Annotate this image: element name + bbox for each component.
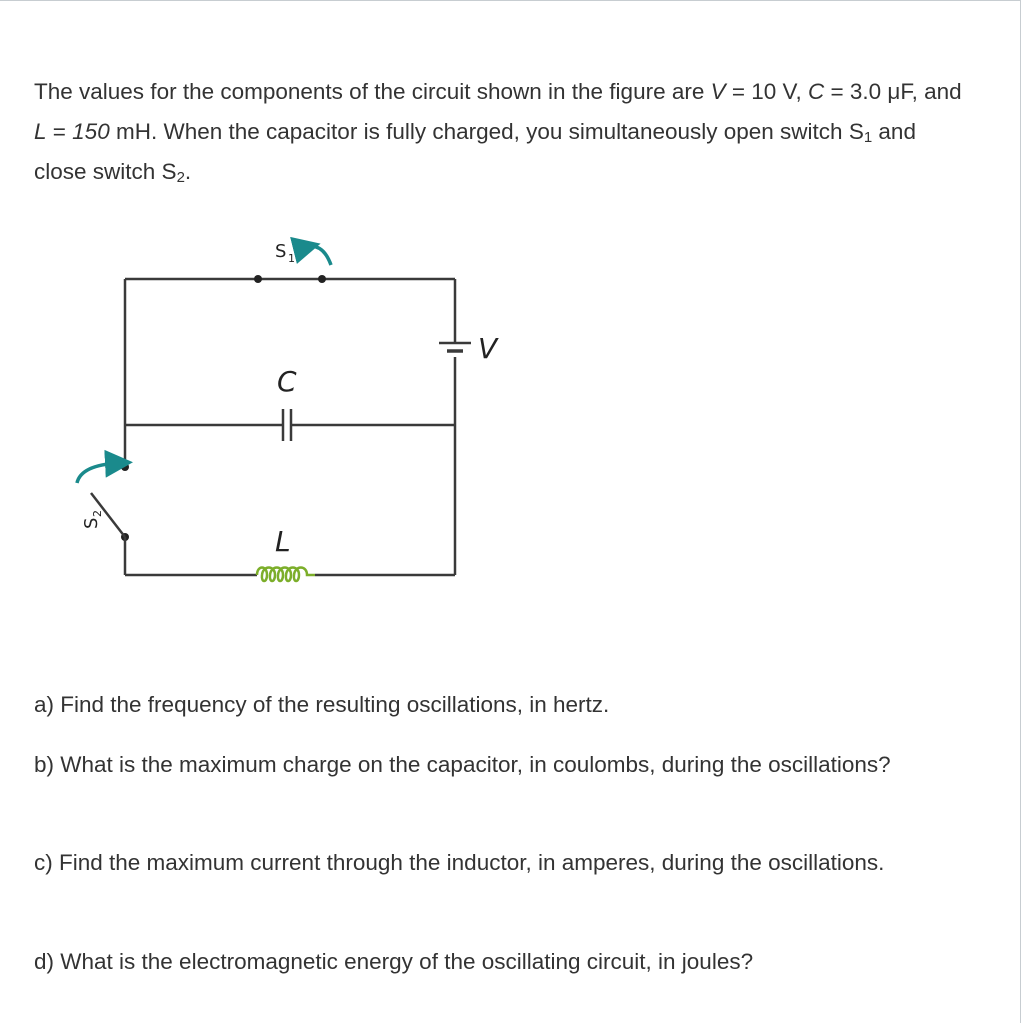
battery-label: V xyxy=(478,332,498,365)
inductance-symbol: L xyxy=(34,119,47,144)
capacitance-symbol: C xyxy=(808,79,825,104)
capacitor-label: C xyxy=(277,365,297,398)
switch1-label: S xyxy=(275,241,287,262)
switch1-subscript: 1 xyxy=(288,252,295,265)
switch-s1 xyxy=(254,241,331,283)
voltage-symbol: V xyxy=(710,79,726,104)
circuit-diagram xyxy=(55,215,535,615)
switch-s2 xyxy=(77,425,129,575)
question-b: b) What is the maximum charge on the capacitor, in coulombs, during the oscillations? xyxy=(34,752,891,777)
s2-close-arrow-icon xyxy=(77,463,119,483)
question-c: c) Find the maximum current through the inductor, in amperes, during the oscillations. xyxy=(34,850,885,875)
capacitor xyxy=(277,365,297,441)
s1-open-arrow-icon xyxy=(307,246,331,265)
battery xyxy=(439,332,499,365)
inductor-label: L xyxy=(275,525,291,558)
inductance-value: 150 xyxy=(72,119,110,144)
switch2-subscript: 2 xyxy=(91,510,104,517)
switch2-label: S xyxy=(81,517,102,529)
question-d: d) What is the electromagnetic energy of the oscillating circuit, in joules? xyxy=(34,949,754,974)
problem-statement: The values for the components of the circuit shown in the figure are V = 10 V, C = 3.0 μF, and L = 150 mH. When the capacitor is fully charged, you simultaneously open switch $S_1$ and close switch $S_2$. xyxy=(34,79,962,186)
inductor xyxy=(257,525,315,581)
coil-icon xyxy=(257,568,315,582)
question-a: a) Find the frequency of the resulting oscillations, in hertz. xyxy=(34,692,610,717)
